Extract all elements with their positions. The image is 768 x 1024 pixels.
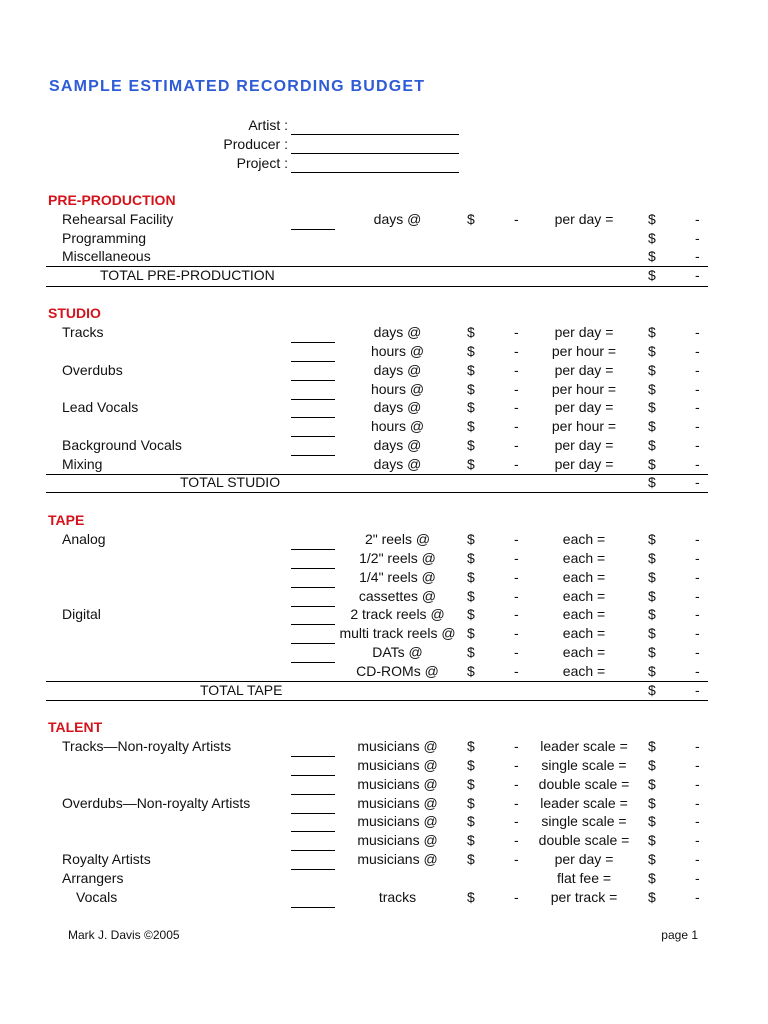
rate-value: - bbox=[514, 399, 519, 415]
line-total-dollar-sign: $ bbox=[648, 230, 656, 246]
section-total-value: - bbox=[695, 267, 700, 283]
line-total-value: - bbox=[695, 362, 700, 378]
rate-value: - bbox=[514, 437, 519, 453]
rate-basis-label: each = bbox=[562, 644, 606, 660]
rate-basis-label: each = bbox=[562, 531, 606, 547]
section-heading-tape: TAPE bbox=[48, 512, 85, 528]
rate-value: - bbox=[514, 644, 519, 660]
line-total-value: - bbox=[695, 437, 700, 453]
rate-value: - bbox=[514, 324, 519, 340]
row-label: Mixing bbox=[62, 456, 103, 472]
rate-basis-label: per track = bbox=[550, 889, 618, 905]
header-field-input[interactable] bbox=[291, 153, 459, 154]
unit-label: days @ bbox=[373, 362, 422, 378]
row-label: Arrangers bbox=[62, 870, 124, 886]
section-total-dollar-sign: $ bbox=[648, 267, 656, 283]
unit-label: 2 track reels @ bbox=[350, 606, 445, 622]
unit-label: CD-ROMs @ bbox=[356, 663, 439, 679]
line-total-dollar-sign: $ bbox=[648, 362, 656, 378]
line-total-value: - bbox=[695, 795, 700, 811]
line-total-dollar-sign: $ bbox=[648, 343, 656, 359]
unit-label: musicians @ bbox=[357, 851, 438, 867]
row-label: Miscellaneous bbox=[62, 248, 151, 264]
quantity-blank[interactable] bbox=[291, 813, 335, 814]
unit-label: musicians @ bbox=[357, 813, 438, 829]
line-total-value: - bbox=[695, 832, 700, 848]
unit-label: hours @ bbox=[370, 418, 425, 434]
rate-value: - bbox=[514, 813, 519, 829]
line-total-dollar-sign: $ bbox=[648, 248, 656, 264]
footer-author: Mark J. Davis ©2005 bbox=[68, 928, 180, 942]
line-total-value: - bbox=[695, 248, 700, 264]
row-label: Programming bbox=[62, 230, 147, 246]
unit-label: musicians @ bbox=[357, 795, 438, 811]
unit-label: hours @ bbox=[370, 381, 425, 397]
quantity-blank[interactable] bbox=[291, 455, 335, 456]
rate-dollar-sign: $ bbox=[467, 757, 475, 773]
line-total-dollar-sign: $ bbox=[648, 437, 656, 453]
rate-dollar-sign: $ bbox=[467, 644, 475, 660]
unit-label: tracks bbox=[378, 889, 417, 905]
rate-dollar-sign: $ bbox=[467, 211, 475, 227]
unit-label: DATs @ bbox=[372, 644, 423, 660]
section-heading-pre: PRE-PRODUCTION bbox=[48, 192, 176, 208]
rate-value: - bbox=[514, 588, 519, 604]
rate-dollar-sign: $ bbox=[467, 795, 475, 811]
rate-dollar-sign: $ bbox=[467, 738, 475, 754]
line-total-dollar-sign: $ bbox=[648, 644, 656, 660]
rate-value: - bbox=[514, 418, 519, 434]
line-total-value: - bbox=[695, 606, 700, 622]
row-label: Vocals bbox=[76, 889, 118, 905]
row-label: Overdubs bbox=[62, 362, 123, 378]
rate-basis-label: each = bbox=[562, 663, 606, 679]
line-total-dollar-sign: $ bbox=[648, 550, 656, 566]
line-total-dollar-sign: $ bbox=[648, 663, 656, 679]
line-total-value: - bbox=[695, 625, 700, 641]
line-total-dollar-sign: $ bbox=[648, 776, 656, 792]
line-total-value: - bbox=[695, 757, 700, 773]
line-total-value: - bbox=[695, 569, 700, 585]
rate-value: - bbox=[514, 625, 519, 641]
rate-basis-label: per day = bbox=[554, 362, 614, 378]
header-field-label: Artist : bbox=[248, 117, 288, 133]
row-label: Tracks bbox=[62, 324, 104, 340]
quantity-blank[interactable] bbox=[291, 756, 335, 757]
rate-dollar-sign: $ bbox=[467, 663, 475, 679]
rate-dollar-sign: $ bbox=[467, 399, 475, 415]
line-total-dollar-sign: $ bbox=[648, 795, 656, 811]
rate-value: - bbox=[514, 569, 519, 585]
rate-dollar-sign: $ bbox=[467, 832, 475, 848]
line-total-value: - bbox=[695, 343, 700, 359]
header-field-label: Producer : bbox=[223, 136, 288, 152]
header-field-input[interactable] bbox=[291, 172, 459, 173]
rate-basis-label: each = bbox=[562, 569, 606, 585]
line-total-value: - bbox=[695, 211, 700, 227]
quantity-blank[interactable] bbox=[291, 568, 335, 569]
quantity-blank[interactable] bbox=[291, 587, 335, 588]
rate-value: - bbox=[514, 851, 519, 867]
rate-dollar-sign: $ bbox=[467, 550, 475, 566]
unit-label: cassettes @ bbox=[358, 588, 437, 604]
rate-value: - bbox=[514, 211, 519, 227]
rate-basis-label: single scale = bbox=[541, 813, 627, 829]
rate-basis-label: single scale = bbox=[541, 757, 627, 773]
rate-dollar-sign: $ bbox=[467, 606, 475, 622]
quantity-blank[interactable] bbox=[291, 417, 335, 418]
row-label: Overdubs—Non-royalty Artists bbox=[62, 795, 251, 811]
row-label: Rehearsal Facility bbox=[62, 211, 174, 227]
rate-value: - bbox=[514, 663, 519, 679]
quantity-blank[interactable] bbox=[291, 606, 335, 607]
section-heading-studio: STUDIO bbox=[48, 305, 101, 321]
line-total-dollar-sign: $ bbox=[648, 738, 656, 754]
rate-basis-label: per hour = bbox=[551, 381, 617, 397]
rate-basis-label: leader scale = bbox=[540, 738, 628, 754]
line-total-value: - bbox=[695, 738, 700, 754]
line-total-value: - bbox=[695, 456, 700, 472]
rate-dollar-sign: $ bbox=[467, 569, 475, 585]
rate-dollar-sign: $ bbox=[467, 418, 475, 434]
section-total-dollar-sign: $ bbox=[648, 682, 656, 698]
line-total-dollar-sign: $ bbox=[648, 456, 656, 472]
line-total-dollar-sign: $ bbox=[648, 324, 656, 340]
rate-basis-label: per hour = bbox=[551, 418, 617, 434]
rate-value: - bbox=[514, 832, 519, 848]
rate-dollar-sign: $ bbox=[467, 851, 475, 867]
line-total-dollar-sign: $ bbox=[648, 399, 656, 415]
header-field-input[interactable] bbox=[291, 134, 459, 135]
section-total-label: TOTAL TAPE bbox=[200, 682, 283, 698]
line-total-dollar-sign: $ bbox=[648, 625, 656, 641]
rate-value: - bbox=[514, 889, 519, 905]
rate-dollar-sign: $ bbox=[467, 813, 475, 829]
line-total-dollar-sign: $ bbox=[648, 569, 656, 585]
line-total-dollar-sign: $ bbox=[648, 588, 656, 604]
unit-label: days @ bbox=[373, 437, 422, 453]
rate-basis-label: double scale = bbox=[538, 776, 630, 792]
rate-dollar-sign: $ bbox=[467, 343, 475, 359]
row-label: Tracks—Non-royalty Artists bbox=[62, 738, 232, 754]
quantity-blank[interactable] bbox=[291, 869, 335, 870]
quantity-blank[interactable] bbox=[291, 907, 335, 908]
rate-value: - bbox=[514, 550, 519, 566]
line-total-dollar-sign: $ bbox=[648, 418, 656, 434]
rate-basis-label: leader scale = bbox=[540, 795, 628, 811]
rate-basis-label: per day = bbox=[554, 456, 614, 472]
rate-dollar-sign: $ bbox=[467, 588, 475, 604]
quantity-blank[interactable] bbox=[291, 229, 335, 230]
quantity-blank[interactable] bbox=[291, 831, 335, 832]
footer-page-number: page 1 bbox=[661, 928, 698, 942]
line-total-value: - bbox=[695, 230, 700, 246]
quantity-blank[interactable] bbox=[291, 794, 335, 795]
quantity-blank[interactable] bbox=[291, 549, 335, 550]
quantity-blank[interactable] bbox=[291, 643, 335, 644]
rate-basis-label: double scale = bbox=[538, 832, 630, 848]
line-total-value: - bbox=[695, 776, 700, 792]
unit-label: musicians @ bbox=[357, 832, 438, 848]
line-total-value: - bbox=[695, 381, 700, 397]
line-total-dollar-sign: $ bbox=[648, 531, 656, 547]
unit-label: days @ bbox=[373, 324, 422, 340]
line-total-dollar-sign: $ bbox=[648, 381, 656, 397]
section-heading-talent: TALENT bbox=[48, 719, 103, 735]
line-total-value: - bbox=[695, 550, 700, 566]
rate-value: - bbox=[514, 606, 519, 622]
section-rule-top bbox=[46, 474, 708, 475]
row-label: Analog bbox=[62, 531, 106, 547]
rate-basis-label: each = bbox=[562, 625, 606, 641]
row-label: Royalty Artists bbox=[62, 851, 151, 867]
unit-label: days @ bbox=[373, 211, 422, 227]
section-total-dollar-sign: $ bbox=[648, 474, 656, 490]
rate-basis-label: each = bbox=[562, 550, 606, 566]
rate-basis-label: each = bbox=[562, 606, 606, 622]
rate-dollar-sign: $ bbox=[467, 625, 475, 641]
line-total-value: - bbox=[695, 399, 700, 415]
rate-basis-label: each = bbox=[562, 588, 606, 604]
section-total-label: TOTAL STUDIO bbox=[180, 474, 281, 490]
rate-basis-label: per day = bbox=[554, 399, 614, 415]
rate-dollar-sign: $ bbox=[467, 776, 475, 792]
rate-value: - bbox=[514, 456, 519, 472]
quantity-blank[interactable] bbox=[291, 662, 335, 663]
unit-label: hours @ bbox=[370, 343, 425, 359]
section-rule-top bbox=[46, 681, 708, 682]
rate-dollar-sign: $ bbox=[467, 456, 475, 472]
rate-value: - bbox=[514, 362, 519, 378]
line-total-dollar-sign: $ bbox=[648, 606, 656, 622]
rate-value: - bbox=[514, 738, 519, 754]
quantity-blank[interactable] bbox=[291, 850, 335, 851]
section-rule-bottom bbox=[46, 286, 708, 287]
line-total-value: - bbox=[695, 663, 700, 679]
line-total-value: - bbox=[695, 889, 700, 905]
rate-dollar-sign: $ bbox=[467, 437, 475, 453]
rate-value: - bbox=[514, 776, 519, 792]
header-field-label: Project : bbox=[236, 155, 288, 171]
section-total-value: - bbox=[695, 682, 700, 698]
rate-value: - bbox=[514, 343, 519, 359]
line-total-value: - bbox=[695, 588, 700, 604]
line-total-dollar-sign: $ bbox=[648, 757, 656, 773]
rate-basis-label: per day = bbox=[554, 324, 614, 340]
unit-label: days @ bbox=[373, 399, 422, 415]
rate-value: - bbox=[514, 757, 519, 773]
row-label: Digital bbox=[62, 606, 101, 622]
line-total-dollar-sign: $ bbox=[648, 813, 656, 829]
unit-label: musicians @ bbox=[357, 738, 438, 754]
rate-basis-label: per day = bbox=[554, 851, 614, 867]
line-total-dollar-sign: $ bbox=[648, 870, 656, 886]
unit-label: days @ bbox=[373, 456, 422, 472]
line-total-value: - bbox=[695, 851, 700, 867]
quantity-blank[interactable] bbox=[291, 436, 335, 437]
section-total-value: - bbox=[695, 474, 700, 490]
rate-basis-label: flat fee = bbox=[556, 870, 612, 886]
line-total-value: - bbox=[695, 324, 700, 340]
rate-value: - bbox=[514, 531, 519, 547]
unit-label: musicians @ bbox=[357, 757, 438, 773]
page-title: SAMPLE ESTIMATED RECORDING BUDGET bbox=[49, 78, 426, 95]
quantity-blank[interactable] bbox=[291, 361, 335, 362]
quantity-blank[interactable] bbox=[291, 380, 335, 381]
line-total-dollar-sign: $ bbox=[648, 211, 656, 227]
line-total-value: - bbox=[695, 644, 700, 660]
section-total-label: TOTAL PRE-PRODUCTION bbox=[100, 267, 275, 283]
quantity-blank[interactable] bbox=[291, 399, 335, 400]
unit-label: 1/4" reels @ bbox=[359, 569, 436, 585]
line-total-value: - bbox=[695, 531, 700, 547]
line-total-dollar-sign: $ bbox=[648, 851, 656, 867]
line-total-value: - bbox=[695, 418, 700, 434]
quantity-blank[interactable] bbox=[291, 624, 335, 625]
row-label: Background Vocals bbox=[62, 437, 182, 453]
line-total-dollar-sign: $ bbox=[648, 889, 656, 905]
row-label: Lead Vocals bbox=[62, 399, 139, 415]
line-total-dollar-sign: $ bbox=[648, 832, 656, 848]
unit-label: multi track reels @ bbox=[339, 625, 456, 641]
rate-dollar-sign: $ bbox=[467, 531, 475, 547]
section-rule-bottom bbox=[46, 492, 708, 493]
line-total-value: - bbox=[695, 813, 700, 829]
rate-dollar-sign: $ bbox=[467, 381, 475, 397]
rate-dollar-sign: $ bbox=[467, 889, 475, 905]
unit-label: 2" reels @ bbox=[364, 531, 431, 547]
rate-dollar-sign: $ bbox=[467, 324, 475, 340]
rate-dollar-sign: $ bbox=[467, 362, 475, 378]
rate-value: - bbox=[514, 795, 519, 811]
quantity-blank[interactable] bbox=[291, 775, 335, 776]
section-rule-bottom bbox=[46, 700, 708, 701]
rate-basis-label: per day = bbox=[554, 437, 614, 453]
rate-basis-label: per day = bbox=[554, 211, 614, 227]
quantity-blank[interactable] bbox=[291, 342, 335, 343]
unit-label: musicians @ bbox=[357, 776, 438, 792]
line-total-value: - bbox=[695, 870, 700, 886]
rate-basis-label: per hour = bbox=[551, 343, 617, 359]
unit-label: 1/2" reels @ bbox=[359, 550, 436, 566]
rate-value: - bbox=[514, 381, 519, 397]
